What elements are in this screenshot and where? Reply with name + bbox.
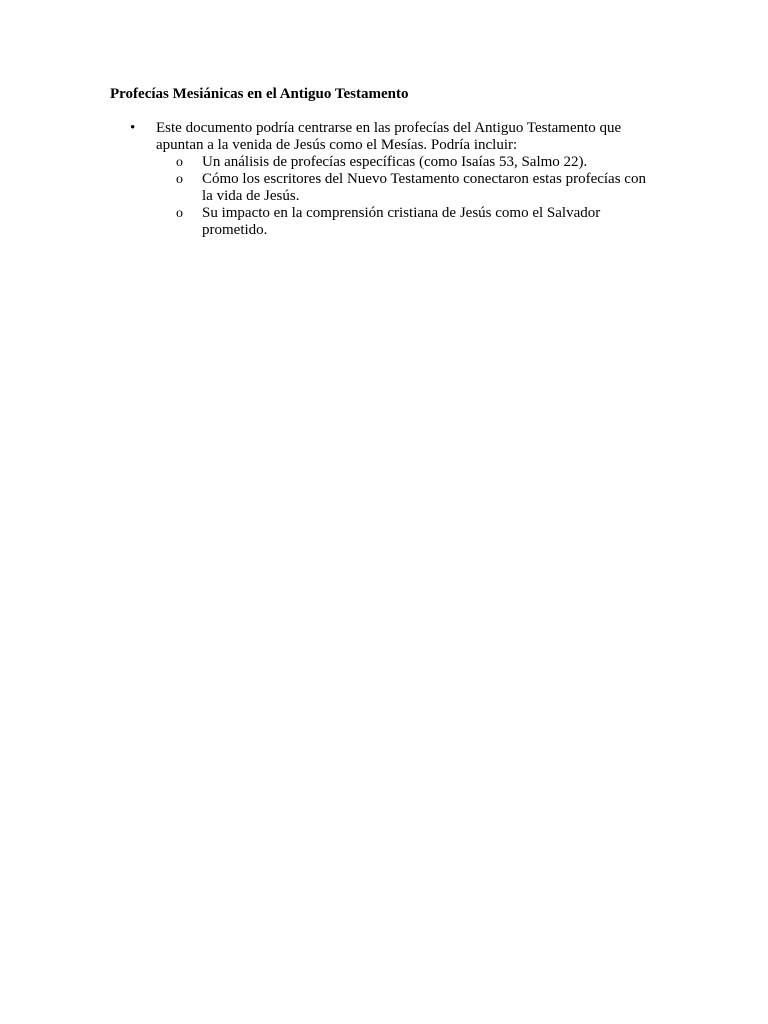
sub-item-text: Cómo los escritores del Nuevo Testamento conectaron estas profecías con la vida de Jesús. (202, 171, 646, 204)
sub-list-item (110, 154, 670, 171)
bullet-marker: • (130, 120, 136, 136)
sub-bullet-marker: o (176, 155, 183, 170)
sub-list-item (110, 171, 670, 205)
sub-list-item (110, 205, 670, 239)
sub-item-text: Un análisis de profecías específicas (como Isaías 53, Salmo 22). (202, 154, 588, 170)
sub-item-text: Su impacto en la comprensión cristiana de Jesús como el Salvador prometido. (202, 205, 601, 238)
sub-bullet-marker: o (176, 172, 183, 187)
sub-list (110, 154, 670, 239)
document-title: Profecías Mesiánicas en el Antiguo Testamento (110, 86, 409, 102)
bullet-text: Este documento podría centrarse en las profecías del Antiguo Testamento que apuntan a la venida de Jesús como el Mesías. Podría incluir: (156, 120, 622, 153)
sub-bullet-marker: o (176, 206, 183, 221)
